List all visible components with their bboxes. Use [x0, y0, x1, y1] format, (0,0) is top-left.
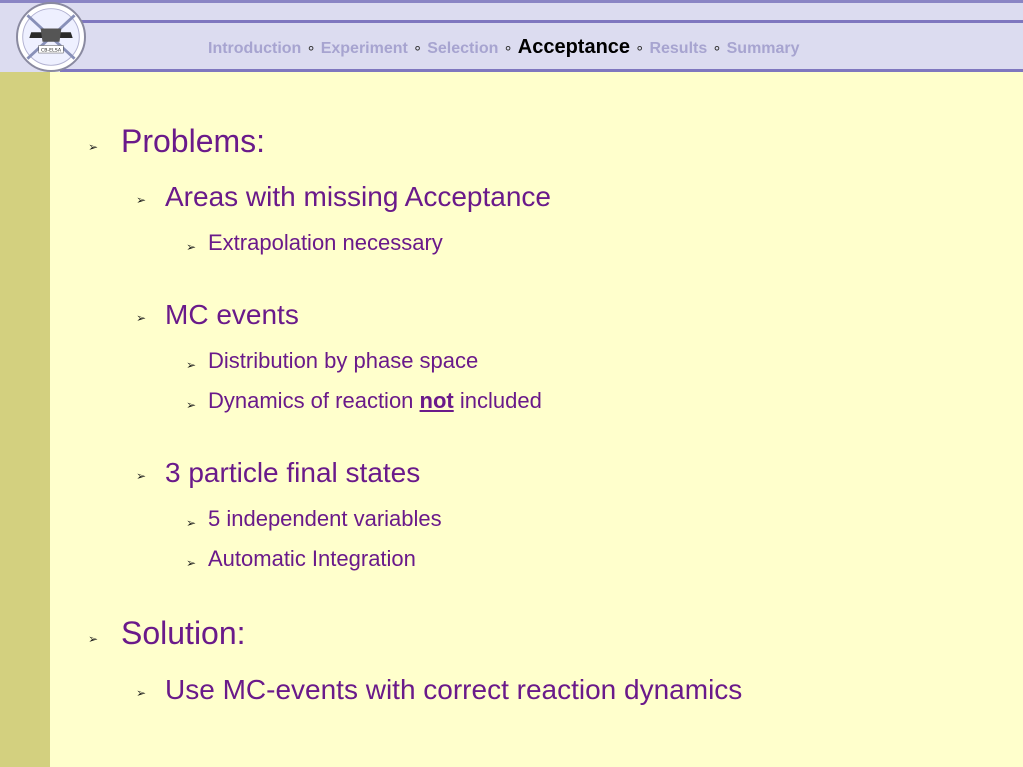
bullet-five-variables: 5 independent variables [208, 506, 442, 531]
bullet-arrow-icon: ➢ [186, 240, 197, 254]
cb-elsa-logo [16, 2, 86, 72]
nav-separator: ∘ [412, 40, 423, 57]
nav-introduction[interactable]: Introduction [208, 40, 302, 57]
bullet-missing-acceptance: Areas with missing Acceptance [165, 181, 551, 212]
dynamics-not-emphasis: not [419, 388, 454, 413]
dynamics-prefix: Dynamics of reaction [208, 388, 420, 413]
nav-results[interactable]: Results [649, 40, 708, 57]
header-rule-top [60, 20, 1023, 23]
bullet-extrapolation: Extrapolation necessary [208, 230, 443, 255]
bullet-arrow-icon: ➢ [88, 632, 99, 646]
bullet-three-particle: 3 particle final states [165, 457, 421, 488]
nav-separator: ∘ [712, 40, 722, 57]
nav-acceptance[interactable]: Acceptance [517, 36, 631, 58]
bullet-dynamics [208, 388, 542, 414]
bullet-arrow-icon: ➢ [136, 686, 147, 700]
nav-separator: ∘ [635, 40, 645, 57]
bullet-arrow-icon: ➢ [136, 469, 147, 483]
bullet-solution: Solution: [121, 615, 246, 651]
bullet-problems: Problems: [121, 123, 266, 159]
bullet-arrow-icon: ➢ [136, 193, 147, 207]
header-rule-bottom [60, 69, 1023, 72]
bullet-automatic-integration: Automatic Integration [208, 546, 416, 571]
bullet-arrow-icon: ➢ [136, 311, 147, 325]
bullet-use-mc: Use MC-events with correct reaction dynamics [165, 674, 743, 705]
bullet-arrow-icon: ➢ [88, 140, 99, 154]
bullet-arrow-icon: ➢ [186, 398, 197, 412]
nav-selection[interactable]: Selection [427, 40, 499, 57]
bullet-arrow-icon: ➢ [186, 556, 197, 570]
bullet-arrow-icon: ➢ [186, 516, 197, 530]
nav-summary[interactable]: Summary [726, 40, 800, 57]
nav-separator: ∘ [503, 40, 513, 57]
section-nav [208, 36, 800, 59]
nav-experiment[interactable]: Experiment [320, 40, 408, 57]
dynamics-suffix: included [453, 388, 542, 413]
bullet-arrow-icon: ➢ [186, 358, 197, 372]
nav-separator: ∘ [306, 40, 316, 57]
sidebar-strip [0, 0, 50, 767]
svg-text:CB-ELSA: CB-ELSA [40, 48, 62, 54]
bullet-distribution: Distribution by phase space [208, 348, 479, 373]
bullet-mc-events: MC events [165, 299, 299, 330]
